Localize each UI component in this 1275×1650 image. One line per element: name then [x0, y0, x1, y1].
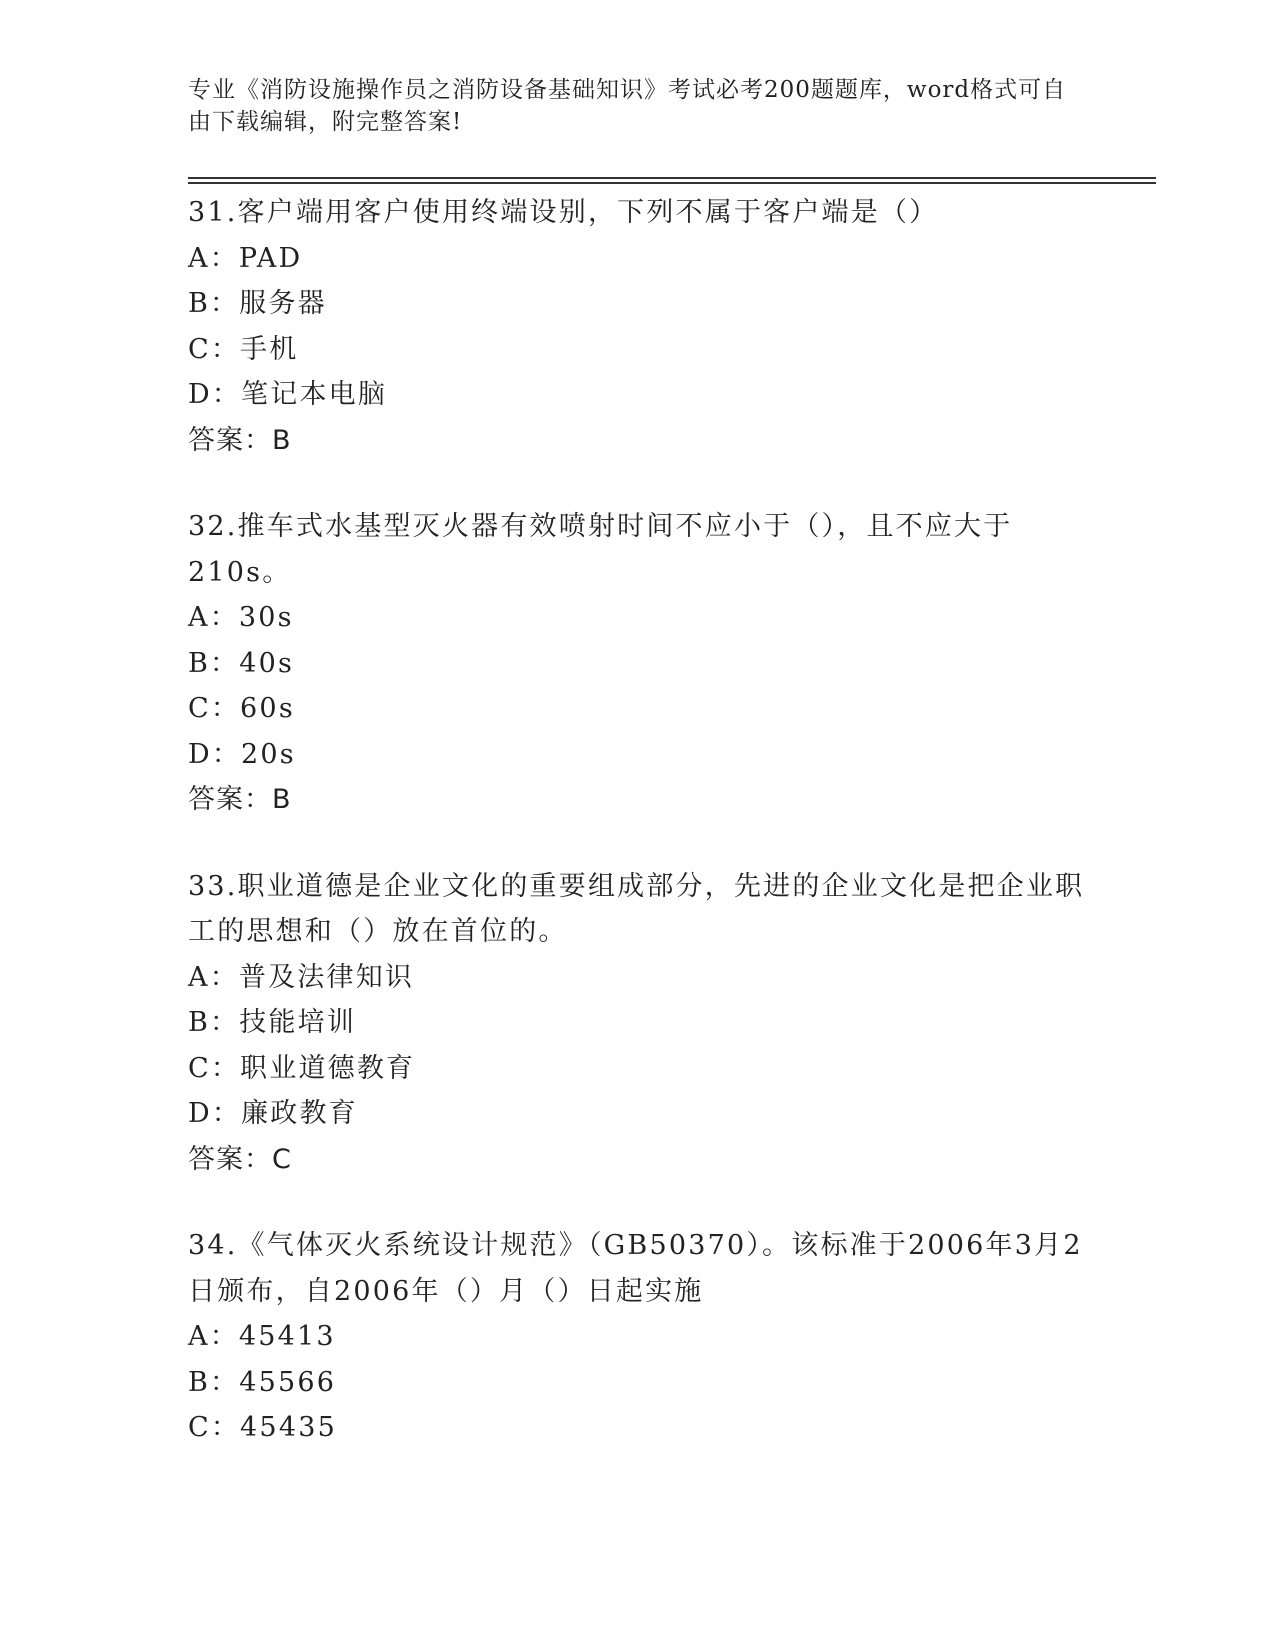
option-c: C：60s: [188, 693, 295, 724]
option-a: A：45413: [188, 1321, 336, 1352]
header-divider-top: [188, 177, 1156, 179]
option-b: B：45566: [188, 1366, 337, 1398]
option-a: A：PAD: [188, 242, 303, 274]
option-c: C：45435: [188, 1412, 337, 1443]
question-list: [188, 190, 1088, 1492]
question-stem: 34.《气体灭火系统设计规范》（GB50370）。该标准于2006年3月2日颁布，自2006年（）月（）日起实施: [188, 1230, 1083, 1307]
question-stem: 33.职业道德是企业文化的重要组成部分，先进的企业文化是把企业职工的思想和（）放在首位的。: [188, 870, 1085, 947]
option-b: B：技能培训: [188, 1007, 357, 1038]
question-item: [188, 1223, 1088, 1451]
question-stem: 31.客户端用客户使用终端设别，下列不属于客户端是（）: [188, 197, 939, 228]
header-divider-bottom: [188, 182, 1156, 184]
option-b: B：服务器: [188, 288, 327, 319]
option-c: C：职业道德教育: [188, 1052, 416, 1084]
option-c: C：手机: [188, 333, 299, 365]
option-d: D：廉政教育: [188, 1098, 358, 1129]
option-a: A：普及法律知识: [188, 961, 415, 993]
question-item: [188, 190, 1088, 463]
option-a: A：30s: [188, 602, 294, 633]
question-item: [188, 864, 1088, 1183]
question-stem: 32.推车式水基型灭火器有效喷射时间不应小于（），且不应大于210s。: [188, 511, 1013, 588]
option-d: D：20s: [188, 738, 296, 770]
answer-line: 答案：B: [188, 784, 292, 815]
option-d: D：笔记本电脑: [188, 379, 388, 410]
answer-line: 答案：B: [188, 424, 292, 456]
option-b: B：40s: [188, 647, 295, 679]
answer-line: 答案：C: [188, 1143, 292, 1175]
document-intro: 专业《消防设施操作员之消防设备基础知识》考试必考200题题库，word格式可自由下载编辑，附完整答案!: [188, 77, 1067, 135]
question-item: [188, 504, 1088, 823]
